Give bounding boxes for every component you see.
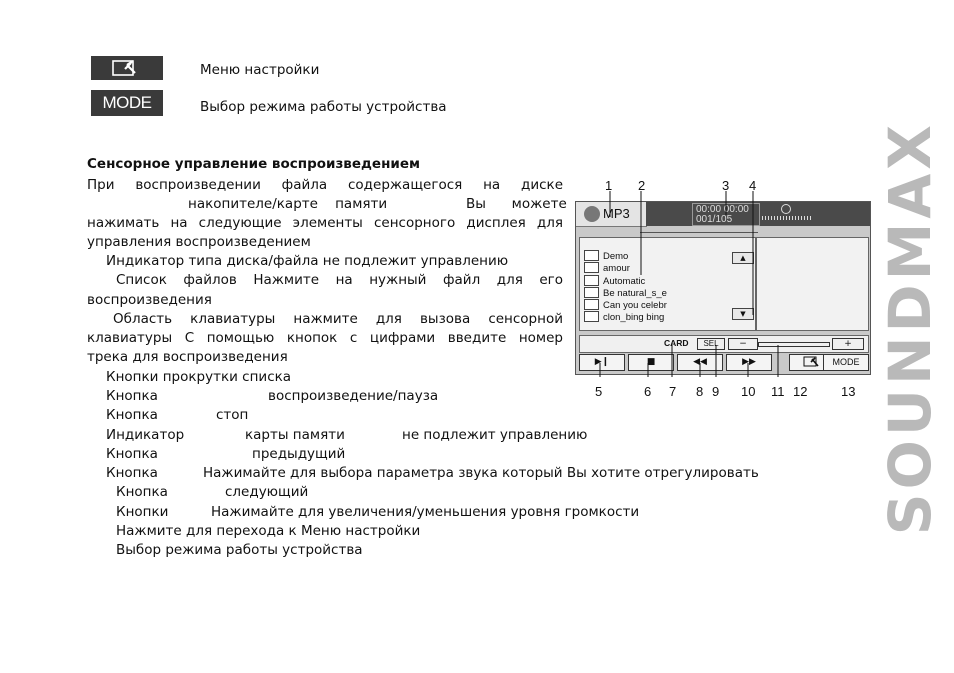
brand-text: SOUNDMAX (876, 121, 944, 536)
callout-11: 11 (771, 384, 785, 399)
item-4: Кнопки прокрутки списка (106, 369, 292, 385)
item-9-label: Кнопка (106, 465, 158, 481)
callout-6: 6 (644, 384, 652, 399)
file-name: Automatic (603, 276, 646, 288)
callout-1: 1 (605, 178, 613, 193)
time-line-1: 00:00 00:00 (696, 204, 749, 215)
settings-label: Меню настройки (200, 62, 320, 78)
item-7-text2: не подлежит управлению (402, 427, 588, 443)
callout-2: 2 (638, 178, 646, 193)
item-10-text: следующий (225, 484, 309, 500)
callout-13: 13 (841, 384, 856, 399)
play-indicator-icon (781, 204, 791, 214)
settings-button-icon (91, 56, 163, 80)
callout-9: 9 (712, 384, 720, 399)
intro-line-2a: накопителе/карте памяти (188, 196, 388, 212)
sel-button[interactable]: SEL (697, 338, 725, 350)
intro-line-3: нажимать на следующие элементы сенсорного дисплея для (87, 215, 563, 231)
callout-4: 4 (749, 178, 757, 193)
play-pause-button[interactable]: ▶❙ (579, 354, 625, 371)
card-indicator: CARD (664, 338, 689, 348)
scroll-down-button[interactable]: ▼ (732, 308, 754, 320)
file-name: Be natural_s_e (603, 288, 667, 300)
section-title: Сенсорное управление воспроизведением (87, 156, 421, 172)
callout-lines (570, 185, 780, 385)
item-11-label: Кнопки (116, 504, 169, 520)
time-line-2: 001/105 (696, 214, 733, 225)
callout-3: 3 (722, 178, 730, 193)
item-1: Индикатор типа диска/файла не подлежит управлению (106, 253, 509, 269)
callout-12: 12 (793, 384, 808, 399)
hammer-icon (802, 355, 822, 368)
scroll-up-button[interactable]: ▲ (732, 252, 754, 264)
file-name: Can you celebr (603, 300, 667, 312)
item-6-label: Кнопка (106, 407, 158, 423)
brand-logo (876, 56, 944, 601)
item-5-text: воспроизведение/пауза (268, 388, 439, 404)
item-3-cont: клавиатуры С помощью кнопок с цифрами введите номер (87, 330, 563, 346)
hammer-icon (91, 56, 163, 80)
volume-minus-button[interactable]: − (728, 338, 758, 350)
item-2-cont: воспроизведения (87, 292, 212, 308)
item-11-text: Нажимайте для увеличения/уменьшения уровня громкости (211, 504, 640, 520)
stop-button[interactable]: ■ (628, 354, 674, 371)
callout-7: 7 (669, 384, 677, 399)
mode-icon: MODE (91, 90, 163, 116)
item-10-label: Кнопка (116, 484, 168, 500)
item-3-cont2: трека для воспроизведения (87, 349, 288, 365)
item-13: Выбор режима работы устройства (116, 542, 363, 558)
item-9-text: Нажимайте для выбора параметра звука который Вы хотите отрегулировать (203, 465, 759, 481)
next-button[interactable]: ▶▶ (726, 354, 772, 371)
item-7-text: карты памяти (245, 427, 345, 443)
volume-plus-button[interactable]: + (832, 338, 864, 350)
item-8-text: предыдущий (252, 446, 346, 462)
file-name: clon_bing bing (603, 312, 665, 324)
mode-label: Выбор режима работы устройства (200, 99, 447, 115)
mode-button[interactable]: MODE (823, 354, 869, 371)
disc-type-label: MP3 (603, 206, 630, 221)
callout-10: 10 (741, 384, 756, 399)
callout-8: 8 (696, 384, 704, 399)
callout-5: 5 (595, 384, 603, 399)
item-6-text: стоп (216, 407, 249, 423)
previous-button[interactable]: ◀◀ (677, 354, 723, 371)
item-2: Список файлов Нажмите на нужный файл для его (116, 272, 563, 288)
intro-line-4: управления воспроизведением (87, 234, 311, 250)
intro-line-2b: Вы можете (466, 196, 567, 212)
item-12: Нажмите для перехода к Меню настройки (116, 523, 421, 539)
item-8-label: Кнопка (106, 446, 158, 462)
file-name: amour (603, 263, 630, 275)
item-7-label: Индикатор (106, 427, 185, 443)
item-3: Область клавиатуры нажмите для вызова сенсорной (113, 311, 563, 327)
file-name: Demo (603, 251, 629, 263)
intro-line-1: При воспроизведении файла содержащегося на диске (87, 177, 563, 193)
item-5-label: Кнопка (106, 388, 158, 404)
